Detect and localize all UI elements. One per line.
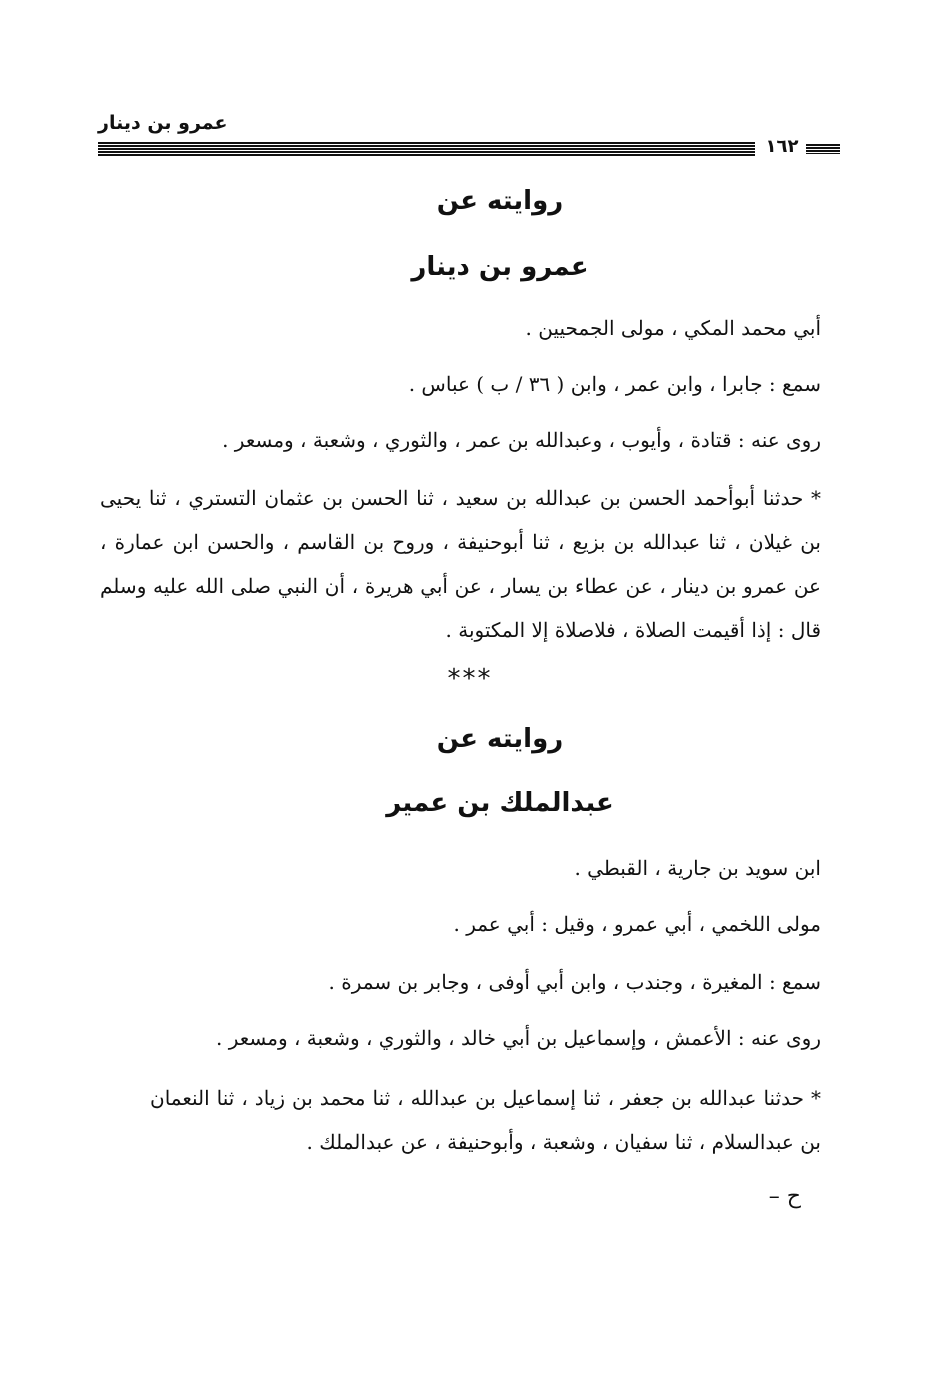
continuation-mark: ح –	[768, 1184, 801, 1209]
section2-heading-riwayatuhu: روايته عن	[436, 724, 564, 754]
page-number-rule	[806, 144, 840, 154]
section1-heading-riwayatuhu: روايته عن	[436, 186, 564, 216]
header-rule	[98, 142, 755, 156]
section2-hadith-paragraph: * حدثنا عبدالله بن جعفر ، ثنا إسماعيل بن عبدالله ، ثنا محمد بن زياد ، ثنا النعمان بن عبدالسلام ، ثنا سفيان ، وشعبة ، وأبوحنيفة ، عن عبدالملك .	[150, 1086, 821, 1154]
section1-heading-name: عمرو بن دينار	[411, 252, 589, 282]
section2-heading-name: عبدالملك بن عمير	[386, 788, 614, 818]
section2-line-lineage: ابن سويد بن جارية ، القبطي .	[574, 856, 821, 880]
section2-line-students: روى عنه : الأعمش ، وإسماعيل بن أبي خالد ، والثوري ، وشعبة ، ومسعر .	[216, 1026, 821, 1050]
section2-line-mawla: مولى اللخمي ، أبي عمرو ، وقيل : أبي عمر .	[453, 912, 821, 936]
section1-line-teachers: سمع : جابرا ، وابن عمر ، وابن ( ٣٦ / ب ) عباس .	[408, 372, 821, 396]
section-separator: ***	[447, 664, 493, 694]
section1-hadith-paragraph: * حدثنا أبوأحمد الحسن بن عبدالله بن سعيد ، ثنا الحسن بن عثمان التستري ، ثنا يحيى بن غيلان ، ثنا عبدالله بن بزيع ، ثنا أبوحنيفة ، وروح بن القاسم ، والحسن ابن عمارة ، عن عمرو بن دينار ، عن عطاء بن يسار ، عن أبي هريرة ، أن النبي صلى الله عليه وسلم قال : إذا أقيمت الصلاة ، فلاصلاة إلا المكتوبة .	[100, 486, 821, 642]
page-header	[0, 0, 946, 160]
section2-line-teachers: سمع : المغيرة ، وجندب ، وابن أبي أوفى ، وجابر بن سمرة .	[328, 970, 821, 994]
section1-line-kunya: أبي محمد المكي ، مولى الجمحيين .	[525, 316, 821, 340]
section1-line-students: روى عنه : قتادة ، وأيوب ، وعبدالله بن عمر ، والثوري ، وشعبة ، ومسعر .	[222, 428, 821, 452]
running-title: عمرو بن دينار	[98, 112, 228, 134]
page-number: ١٦٢	[765, 136, 799, 157]
